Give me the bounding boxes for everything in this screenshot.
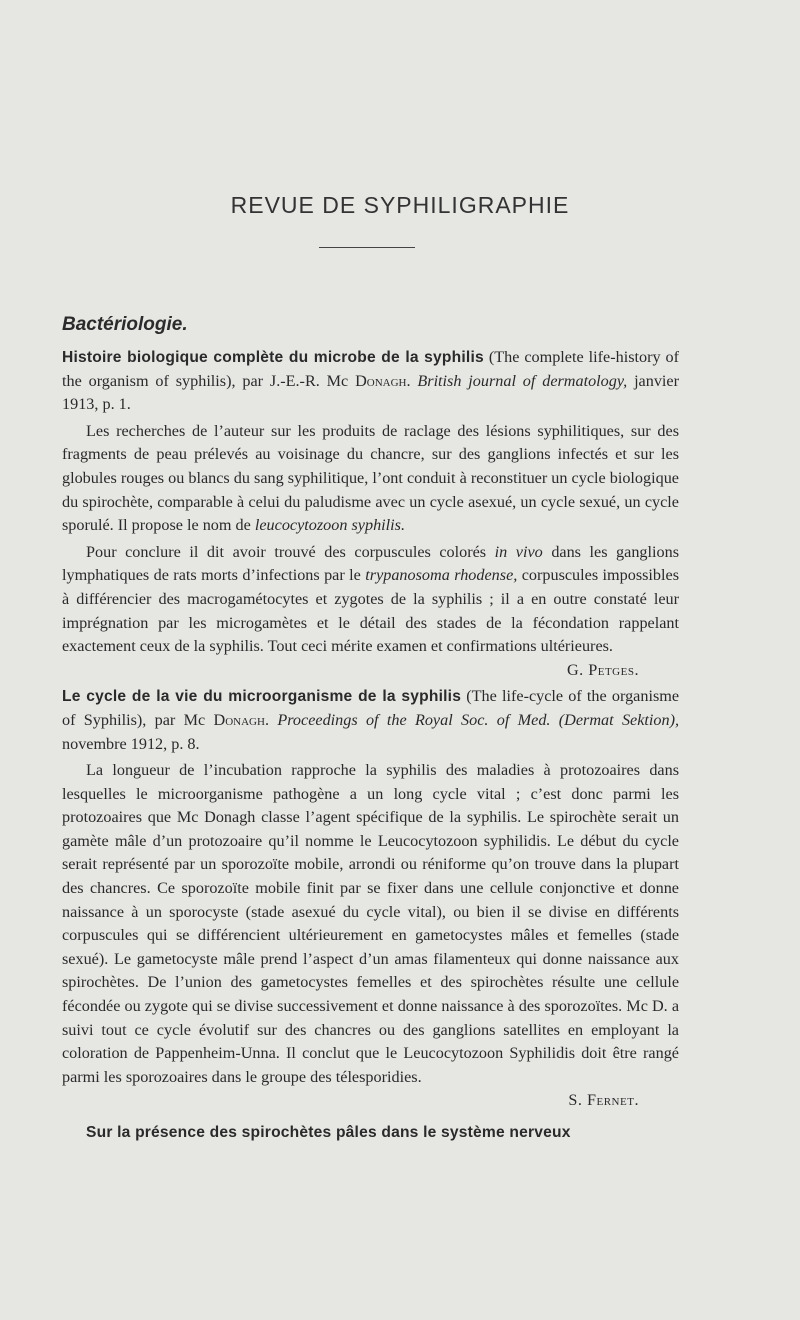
- entry-paragraph: La longueur de l’incubation rapproche la syphilis des maladies à protozoaires dans lesquelles le microorganisme pathogène a un long cycle vital ; c’est donc parmi les protozoaires que Mc Donagh classe l’agent spécifique de la syphilis. Le spirochète serait un gamète mâle d’un protozoaire qu’il nomme le Leucocytozoon syphilidis. Le début du cycle serait représenté par un sporozoïte mobile, arrondi ou réniforme qu’on trouve dans la plupart des chancres. Ce sporozoïte mobile finit par se fixer dans une cellule conjonctive et donne naissance à un sporocyste (stade asexué du cycle vital), ou bien il se divise en différents corpuscules qui se différencient ultérieurement en gametocystes mâles et femelles (stade sexué). Le gametocyste mâle prend l’aspect d’un amas filamenteux qui donne naissance aux spirochètes. De l’union des gametocystes femelles et des spirochètes résulte une cellule fécondée ou zygote qui se divise successivement et donne naissance à des sporozoïtes. Mc D. a suivi tout ce cycle évolutif sur des chancres ou des ganglions satellites en employant la coloration de Pappenheim-Unna. Il conclut que le Leucocytozoon Syphilidis doit être rangé parmi les sporozoaires dans le groupe des télesporidies.: [62, 761, 679, 1086]
- italic-term: leucocytozoon syphilis.: [254, 516, 406, 535]
- italic-term: trypanosoma rhodense,: [365, 566, 518, 585]
- entry-paragraph: Les recherches de l’auteur sur les produits de raclage des lésions syphilitiques, sur des fragments de peau prélevés au voisinage du chancre, sur des ganglions infectés et sur les globules rouges ou blancs du sang syphilitique, l’ont conduit à reconstituer un cycle biologique du spirochète, comparable à celui du paludisme avec un cycle asexué, un cycle sexué, un cycle sporulé. Il propose le nom de leucocytozoon syphilis.: [62, 421, 679, 535]
- entry-title: Histoire biologique complète du microbe de la syphilis (The complete life-history of the organism of syphilis), par J.-E.-R. Mc Donagh. British journal of dermatology, janvier 1913, p. 1.: [62, 348, 680, 414]
- signature-line: [62, 1089, 679, 1113]
- entry-title-rest: (The complete life-history of the organism of syphilis), par J.-E.-R. Mc: [62, 348, 680, 390]
- page-content: [62, 312, 679, 1145]
- entry-title: [62, 685, 679, 756]
- entry-title-rest: (The life-cycle of the organisme of Syphilis), par Mc: [62, 687, 680, 729]
- next-entry-title: Sur la présence des spirochètes pâles dans le système nerveux: [86, 1124, 571, 1141]
- italic-term: in vivo: [494, 542, 543, 561]
- review-entry: [62, 346, 679, 682]
- entry-date: novembre 1912, p. 8.: [62, 734, 200, 753]
- review-entry: [62, 685, 679, 1113]
- entry-date: janvier 1913, p. 1.: [62, 371, 680, 414]
- entry-source: British journal of dermatology,: [417, 371, 628, 390]
- section-heading: Bactériologie.: [62, 314, 188, 335]
- running-title: REVUE DE SYPHILIGRAPHIE: [230, 192, 570, 218]
- signature: S. Fernet.: [568, 1091, 639, 1110]
- title-divider: [319, 247, 415, 248]
- entry-source: Proceedings of the Royal Soc. of Med. (Dermat Sektion),: [277, 710, 680, 729]
- entry-title-bold: Histoire biologique complète du microbe de la syphilis: [62, 349, 484, 366]
- entry-title-bold: Le cycle de la vie du microorganisme de la syphilis: [62, 688, 462, 706]
- signature-line: [62, 659, 679, 683]
- entry-author: Donagh.: [213, 710, 269, 729]
- entry-author: Donagh: [355, 371, 407, 390]
- entry-paragraph: Pour conclure il dit avoir trouvé des corpuscules colorés in vivo dans les ganglions lymphatiques de rats morts d’infections par le trypanosoma rhodense, corpuscules impossibles à différencier des macrogamétocytes et zygotes de la syphilis ; il a en outre constaté leur imprégnation par les microgamètes et le détail des stades de la fécondation rappelant exactement ceux de la syphilis. Tout ceci mérite examen et confirmations ultérieures.: [62, 542, 680, 656]
- signature: G. Petges.: [566, 660, 639, 679]
